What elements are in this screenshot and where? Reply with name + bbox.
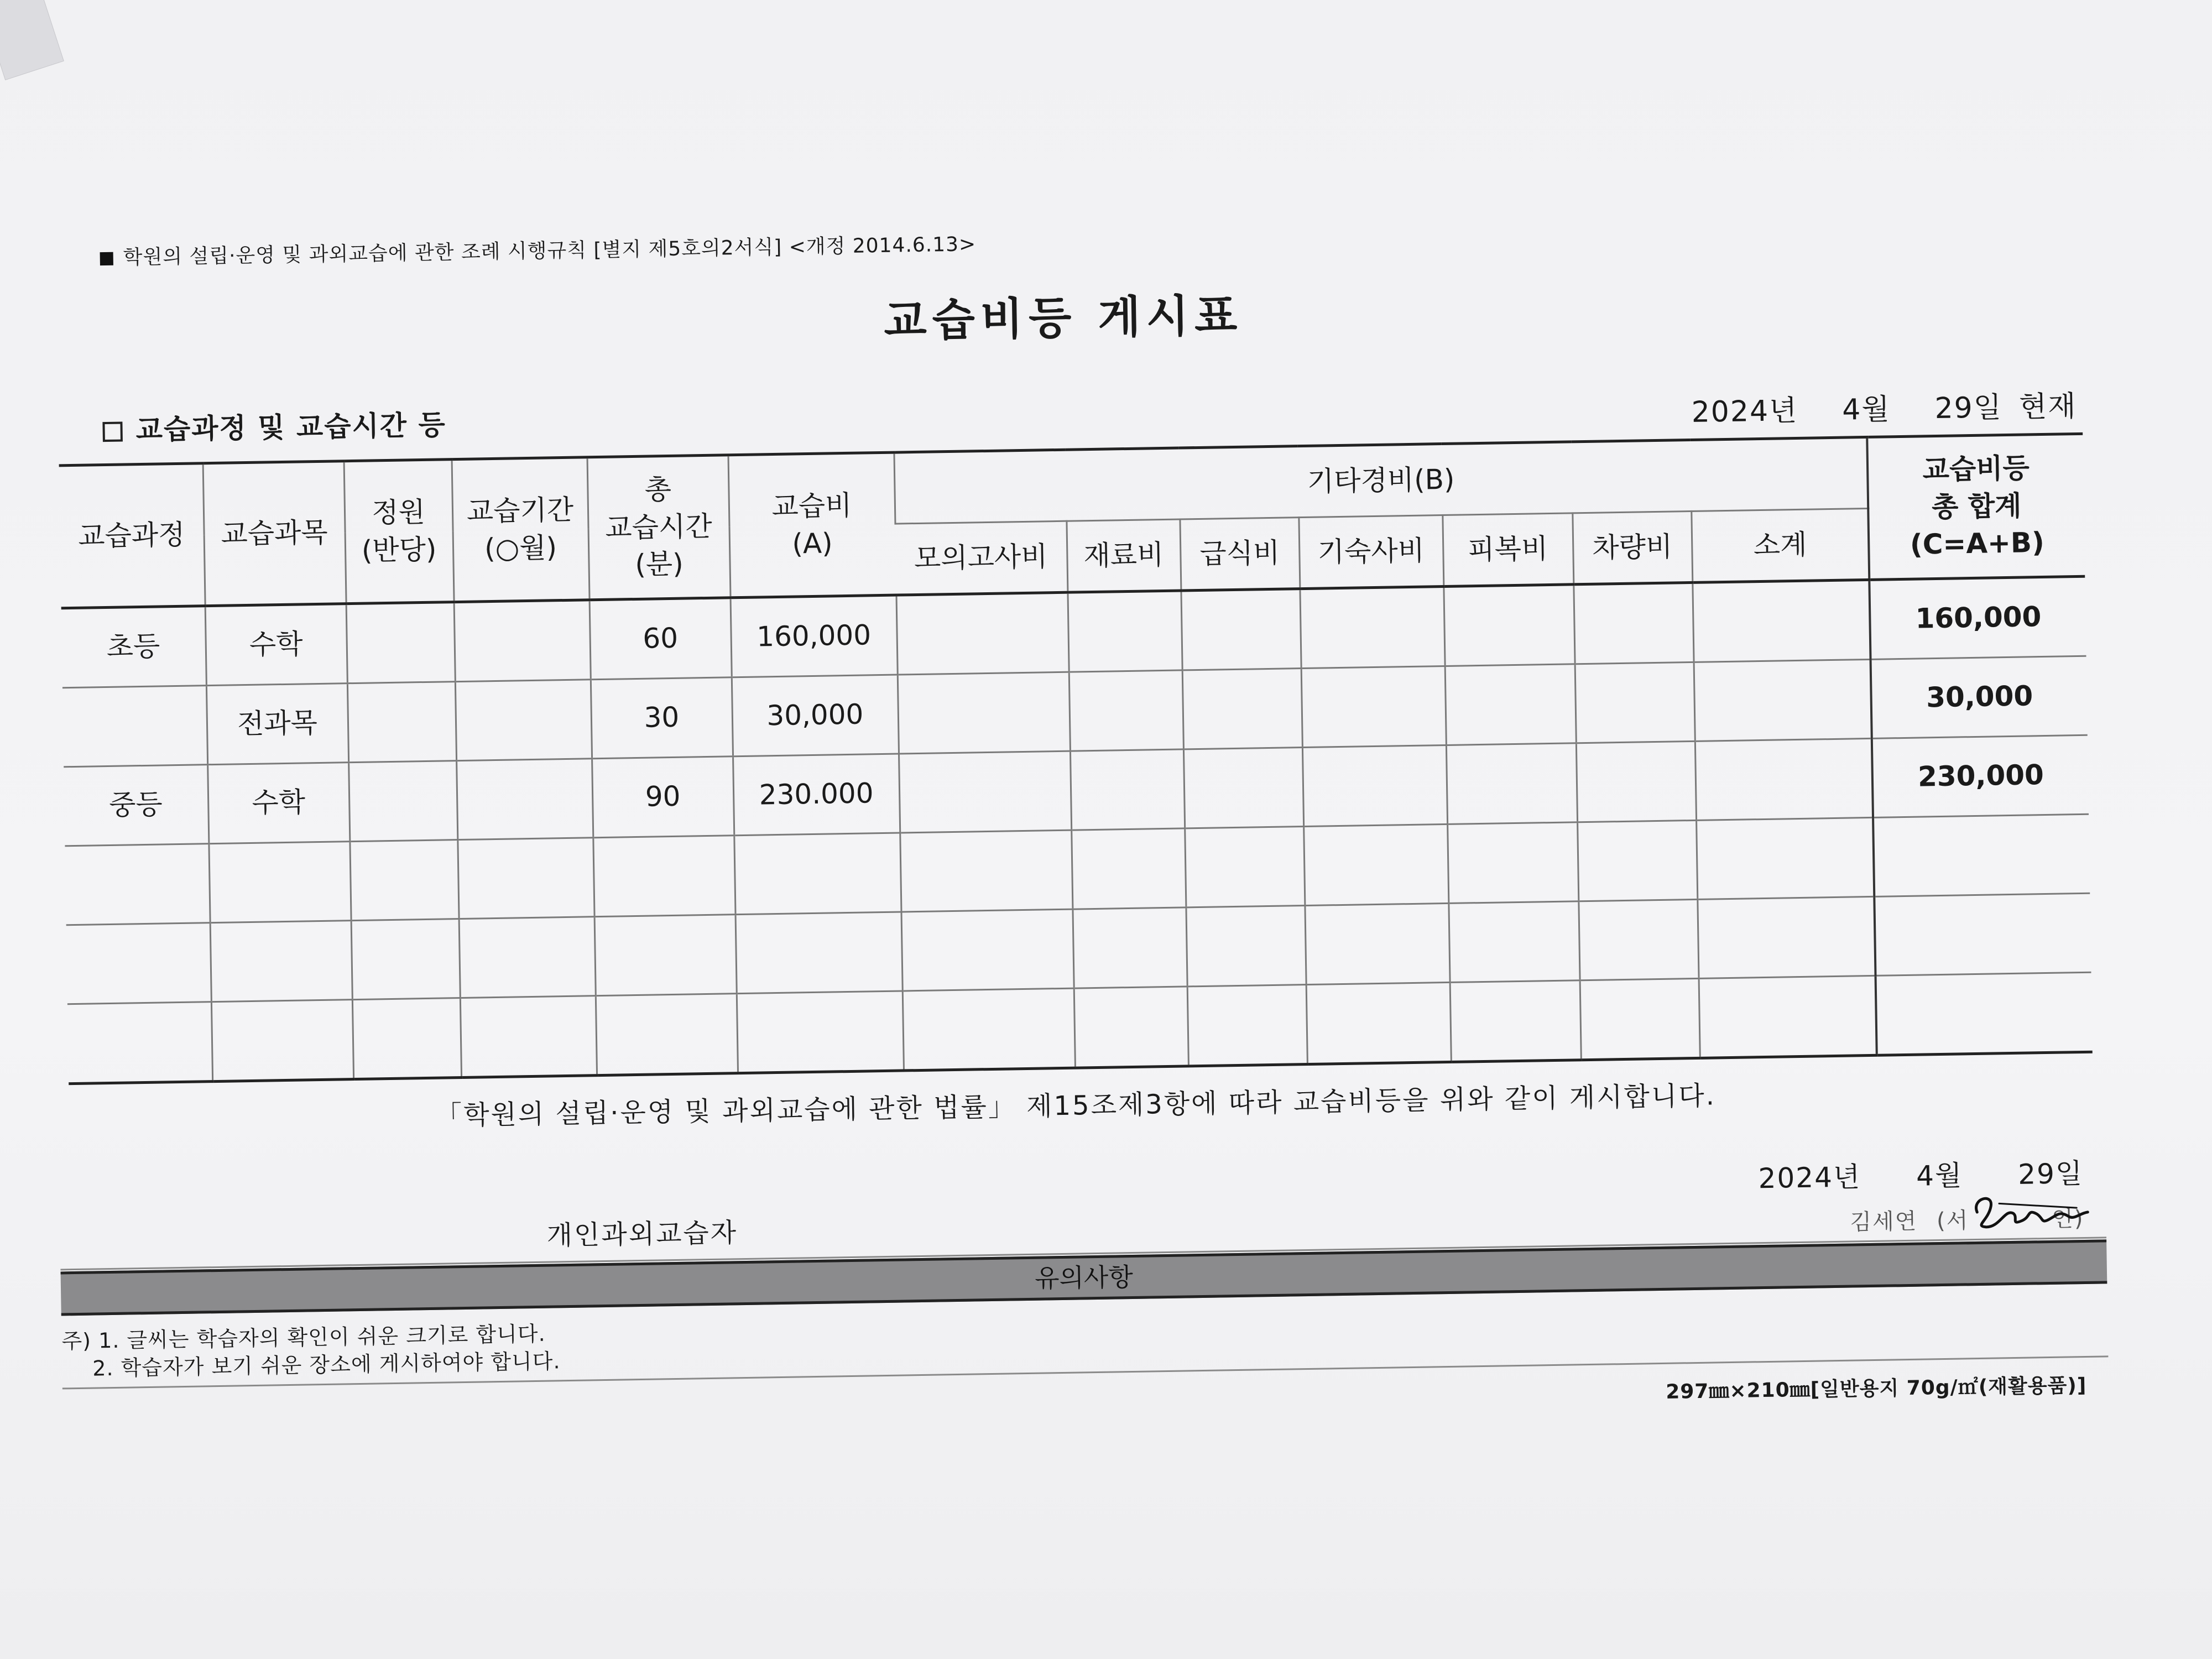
col-period: 교습기간 (○월) <box>452 457 589 602</box>
col-uniform: 피복비 <box>1442 513 1573 587</box>
cell-period <box>457 838 594 919</box>
section-label: 교습과정 및 교습시간 등 <box>102 403 446 448</box>
cell-uniform <box>1443 585 1574 666</box>
col-materials: 재료비 <box>1066 519 1181 592</box>
cell-materials <box>1069 670 1183 751</box>
cell-hours: 60 <box>589 598 732 680</box>
cell-capacity <box>352 998 461 1079</box>
cell-grand-total <box>1876 972 2093 1055</box>
cell-dormitory <box>1306 982 1451 1064</box>
cell-period <box>456 759 593 840</box>
col-total-hours: 총 교습시간 (분) <box>587 455 731 600</box>
cell-tuition: 160,000 <box>731 595 898 677</box>
cell-dormitory <box>1300 587 1444 669</box>
cell-meals <box>1182 669 1302 749</box>
cell-subject: 전과목 <box>206 684 348 765</box>
cell-course <box>66 923 211 1004</box>
seal-close: 인) <box>2051 1206 2084 1232</box>
cell-subject <box>208 842 351 923</box>
cell-materials <box>1072 907 1187 988</box>
cell-capacity <box>347 682 456 763</box>
col-dormitory: 기숙사비 <box>1298 515 1443 589</box>
cell-vehicle <box>1577 820 1697 901</box>
col-other-costs: 기타경비(B) <box>894 437 1868 524</box>
col-vehicle: 차량비 <box>1572 511 1692 584</box>
cell-uniform <box>1448 901 1579 983</box>
cell-meals <box>1187 985 1307 1066</box>
cell-hours <box>593 836 735 917</box>
cell-subtotal <box>1699 975 1877 1058</box>
cell-tuition: 30,000 <box>732 675 899 757</box>
cell-course <box>65 844 210 925</box>
cell-tuition: 230.000 <box>733 754 900 836</box>
cell-materials <box>1074 987 1188 1068</box>
col-course: 교습과정 <box>59 463 205 608</box>
cell-dormitory <box>1305 903 1449 984</box>
cell-capacity <box>349 840 458 921</box>
cell-tuition <box>735 912 902 994</box>
form-reference: 학원의 설립·운영 및 과외교습에 관한 조례 시행규칙 [별지 제5호의2서식] <개정 2014.6.13> <box>100 228 976 270</box>
cell-capacity <box>351 919 460 1000</box>
cell-grand-total <box>1874 893 2091 975</box>
cell-grand-total <box>1873 814 2090 896</box>
cell-hours: 30 <box>591 677 733 759</box>
cell-mock-exam <box>896 592 1068 675</box>
cell-subtotal <box>1692 580 1870 662</box>
cell-hours <box>594 915 737 996</box>
cell-uniform <box>1445 664 1576 745</box>
cell-mock-exam <box>901 909 1073 991</box>
cell-meals <box>1186 906 1306 987</box>
col-meals: 급식비 <box>1180 518 1300 591</box>
tutor-label: 개인과외교습자 <box>546 1217 738 1251</box>
cell-subtotal <box>1694 659 1872 741</box>
cell-period <box>454 600 591 682</box>
cell-subtotal <box>1697 896 1875 978</box>
cell-vehicle <box>1576 741 1696 822</box>
signature-icon <box>1965 1186 2093 1238</box>
cell-subject: 수학 <box>205 604 347 686</box>
cell-period <box>455 680 592 761</box>
cell-meals <box>1183 748 1303 828</box>
cell-uniform <box>1446 743 1577 825</box>
cell-capacity <box>348 761 457 842</box>
col-subtotal: 소계 <box>1691 508 1869 582</box>
cell-subject <box>210 921 352 1002</box>
cell-course: 중등 <box>64 765 208 846</box>
cell-meals <box>1185 827 1305 907</box>
cell-vehicle <box>1580 978 1700 1060</box>
cell-subject: 수학 <box>207 763 349 844</box>
cell-tuition <box>737 991 904 1073</box>
col-capacity: 정원 (반당) <box>344 460 454 604</box>
col-subject: 교습과목 <box>203 461 346 606</box>
cell-uniform <box>1447 822 1578 904</box>
legal-notice: 「학원의 설립·운영 및 과외교습에 관한 법률」 제15조제3항에 따라 교습비등을 위와 같이 게시합니다. <box>435 1080 1717 1131</box>
cell-hours: 90 <box>592 757 734 838</box>
cell-subject <box>211 1000 353 1082</box>
cell-grand-total: 160,000 <box>1869 576 2086 659</box>
cell-materials <box>1070 749 1185 830</box>
cell-capacity <box>346 602 455 684</box>
cell-course: 초등 <box>61 606 206 688</box>
note-item: 주) 1. 글씨는 학습자의 확인이 쉬운 크기로 합니다. <box>61 1321 546 1354</box>
note-item: 2. 학습자가 보기 쉬운 장소에 게시하여야 합니다. <box>92 1349 561 1381</box>
signer-name: 김세연 <box>1850 1208 1918 1235</box>
cell-vehicle <box>1573 582 1693 664</box>
cell-vehicle <box>1578 899 1698 980</box>
form-sheet <box>33 200 2110 1504</box>
cell-mock-exam <box>899 751 1071 833</box>
cell-uniform <box>1450 980 1581 1062</box>
signer-line <box>1850 1201 2084 1237</box>
cell-grand-total: 230,000 <box>1872 735 2089 817</box>
cell-materials <box>1067 591 1182 672</box>
col-mock-exam: 모의고사비 <box>895 521 1067 595</box>
paper-spec: 297㎜×210㎜[일반용지 70g/㎡(재활용품)] <box>1665 1374 2087 1404</box>
cell-period <box>460 996 597 1078</box>
col-tuition: 교습비 (A) <box>728 452 896 598</box>
cell-course <box>67 1002 212 1084</box>
fee-table <box>59 432 2093 1085</box>
cell-mock-exam <box>902 988 1075 1071</box>
notes-title: 유의사항 <box>61 1239 2107 1316</box>
col-grand-total: 교습비등 총 합계 (C=A+B) <box>1867 434 2085 580</box>
as-of-date: 2024년 4월 29일 현재 <box>1691 389 2077 429</box>
cell-meals <box>1181 589 1301 670</box>
cell-dormitory <box>1303 824 1448 905</box>
cell-hours <box>596 994 738 1076</box>
cell-tuition <box>734 833 901 915</box>
cell-vehicle <box>1575 662 1695 743</box>
cell-subtotal <box>1695 738 1873 820</box>
cell-materials <box>1071 828 1186 909</box>
checkbox-icon <box>102 422 123 442</box>
cell-dormitory <box>1302 745 1447 826</box>
underlying-sheet-corner <box>0 0 64 80</box>
cell-mock-exam <box>900 830 1072 912</box>
cell-mock-exam <box>898 672 1070 754</box>
cell-course <box>62 686 207 767</box>
cell-period <box>459 917 596 998</box>
black-square-icon <box>100 252 113 265</box>
cell-grand-total: 30,000 <box>1871 656 2088 738</box>
seal-open: (서 <box>1936 1208 1969 1234</box>
page-title: 교습비등 게시표 <box>883 289 1243 347</box>
sign-date: 2024년 4월 29일 <box>1758 1157 2084 1195</box>
cell-dormitory <box>1301 666 1446 748</box>
cell-subtotal <box>1696 817 1874 899</box>
